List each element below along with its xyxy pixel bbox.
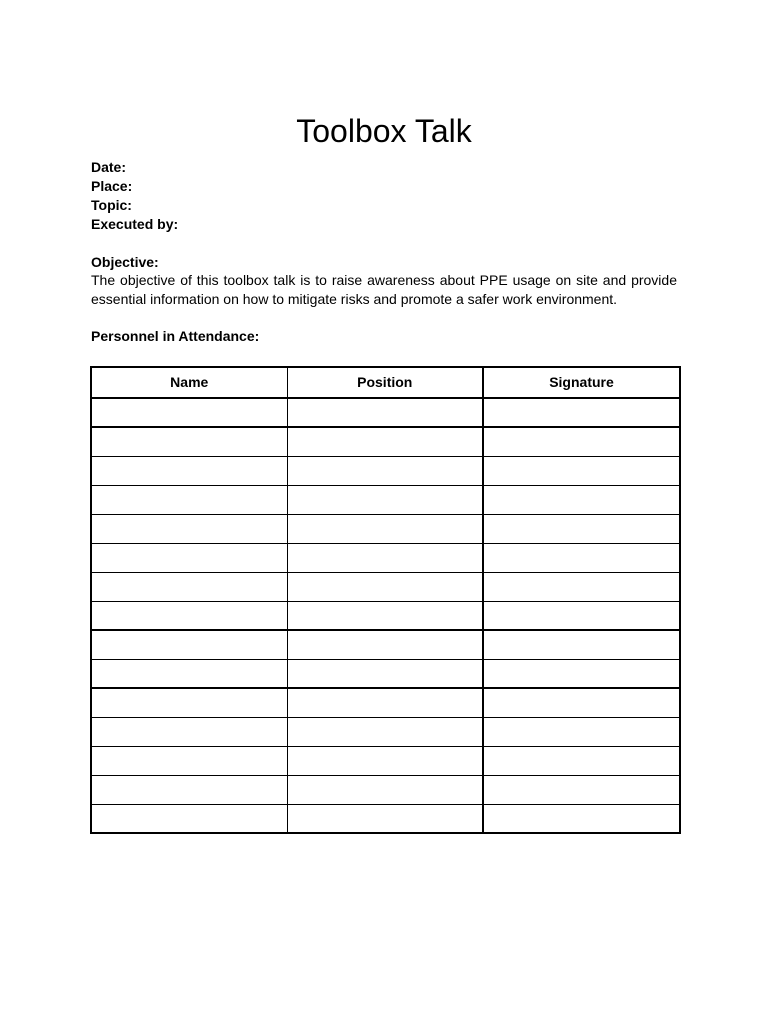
table-cell-signature xyxy=(483,601,680,630)
table-cell-signature xyxy=(483,688,680,717)
table-cell-position xyxy=(287,485,483,514)
table-row xyxy=(91,427,680,456)
table-cell-signature xyxy=(483,427,680,456)
personnel-heading: Personnel in Attendance: xyxy=(91,328,260,344)
table-cell-position xyxy=(287,775,483,804)
table-cell-name xyxy=(91,456,287,485)
table-cell-position xyxy=(287,746,483,775)
table-cell-signature xyxy=(483,630,680,659)
table-row xyxy=(91,398,680,427)
attendance-table xyxy=(90,366,681,834)
table-row xyxy=(91,746,680,775)
table-cell-position xyxy=(287,688,483,717)
attendance-header-row xyxy=(91,367,680,398)
table-cell-name xyxy=(91,659,287,688)
attendance-body xyxy=(91,398,680,833)
table-cell-signature xyxy=(483,746,680,775)
topic-label: Topic: xyxy=(91,197,132,213)
table-row xyxy=(91,601,680,630)
table-cell-signature xyxy=(483,543,680,572)
page-title: Toolbox Talk xyxy=(296,113,472,149)
table-cell-name xyxy=(91,630,287,659)
table-cell-name xyxy=(91,427,287,456)
table-cell-name xyxy=(91,717,287,746)
table-row xyxy=(91,485,680,514)
column-header-signature: Signature xyxy=(483,367,680,398)
table-cell-position xyxy=(287,456,483,485)
table-cell-position xyxy=(287,543,483,572)
table-row xyxy=(91,717,680,746)
table-cell-signature xyxy=(483,485,680,514)
table-row xyxy=(91,775,680,804)
table-cell-name xyxy=(91,572,287,601)
table-row xyxy=(91,804,680,833)
table-cell-signature xyxy=(483,456,680,485)
executed-by-label: Executed by: xyxy=(91,216,179,232)
column-header-position: Position xyxy=(287,367,483,398)
objective-heading: Objective: xyxy=(91,254,159,270)
table-cell-signature xyxy=(483,398,680,427)
table-cell-position xyxy=(287,804,483,833)
table-cell-name xyxy=(91,688,287,717)
table-cell-signature xyxy=(483,572,680,601)
column-header-name: Name xyxy=(91,367,287,398)
table-cell-signature xyxy=(483,659,680,688)
table-cell-signature xyxy=(483,514,680,543)
table-cell-name xyxy=(91,804,287,833)
table-cell-position xyxy=(287,630,483,659)
table-cell-name xyxy=(91,601,287,630)
table-row xyxy=(91,688,680,717)
table-cell-name xyxy=(91,485,287,514)
date-label: Date: xyxy=(91,159,127,175)
table-cell-position xyxy=(287,659,483,688)
table-cell-position xyxy=(287,398,483,427)
table-cell-signature xyxy=(483,717,680,746)
table-cell-signature xyxy=(483,804,680,833)
table-row xyxy=(91,456,680,485)
table-cell-position xyxy=(287,572,483,601)
table-row xyxy=(91,572,680,601)
table-row xyxy=(91,659,680,688)
meta-fields xyxy=(91,158,681,234)
place-label: Place: xyxy=(91,178,133,194)
table-row xyxy=(91,630,680,659)
table-row xyxy=(91,543,680,572)
table-cell-name xyxy=(91,775,287,804)
table-cell-signature xyxy=(483,775,680,804)
table-cell-position xyxy=(287,427,483,456)
table-cell-position xyxy=(287,717,483,746)
table-row xyxy=(91,514,680,543)
table-cell-position xyxy=(287,514,483,543)
table-cell-position xyxy=(287,601,483,630)
table-cell-name xyxy=(91,514,287,543)
objective-text: The objective of this toolbox talk is to raise awareness about PPE usage on site and provide essential information on how to mitigate risks and promote a safer work environment. xyxy=(91,272,677,307)
table-cell-name xyxy=(91,543,287,572)
table-cell-name xyxy=(91,398,287,427)
table-cell-name xyxy=(91,746,287,775)
